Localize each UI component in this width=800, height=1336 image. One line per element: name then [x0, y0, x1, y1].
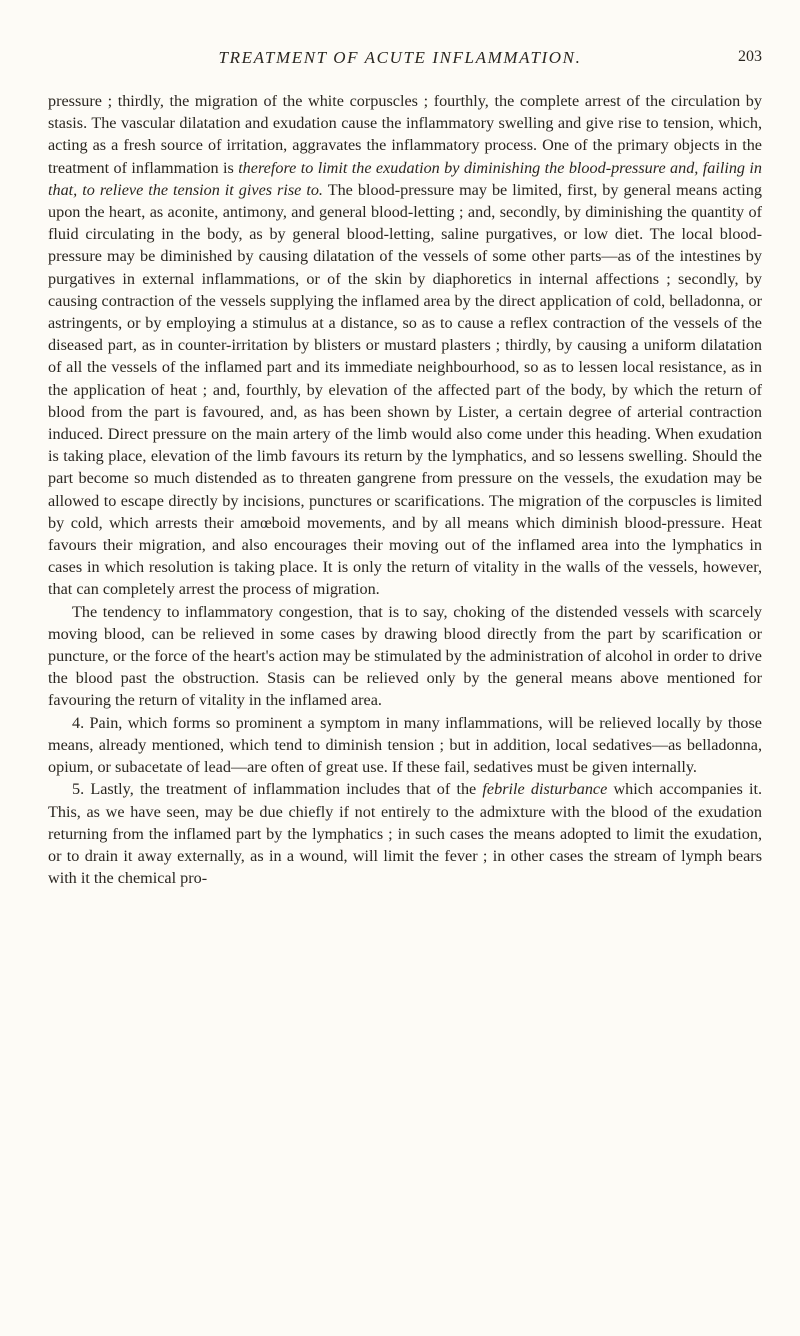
paragraph-text-italic: febrile disturbance — [482, 780, 608, 799]
paragraph — [48, 712, 762, 779]
paragraph-text: pressure ; thirdly, the migration of the white corpuscles ; fourthly, the complete arrest of the circulation by stasis. The vascular dilatation and exudation cause the inflammatory swelling and give rise to tension, which, acting as a fresh source of irritation, aggravates the inflammatory process. One of the primary objects in the treatment of inflammation is — [48, 92, 762, 177]
paragraph-text: which accompanies it. This, as we have seen, may be due chiefly if not entirely to the admixture with the blood of the exudation returning from the inflamed part by the lymphatics ; in such cases the means adopted to limit the exudation, or to drain it away externally, as in a wound, will limit the fever ; in other cases the stream of lymph bears with it the chemical pro- — [48, 780, 763, 888]
body-text — [48, 90, 762, 889]
paragraph-text-italic: therefore to limit the exudation by diminishing the blood-pressure and, failing in that, to relieve the tension it gives rise to. — [48, 158, 762, 199]
paragraph-text: 5. Lastly, the treatment of inflammation includes that of the — [72, 780, 483, 799]
paragraph-text: 4. Pain, which forms so prominent a symptom in many inflammations, will be relieved locally by those means, already mentioned, which tend to diminish tension ; but in addition, local sedatives—as belladonna, opium, or subacetate of lead—are often of great use. If these fail, sedatives must be given internally. — [48, 713, 762, 777]
paragraph-text: The blood-pressure may be limited, first, by general means acting upon the heart, as aconite, antimony, and general blood-letting ; and, secondly, by diminishing the quantity of fluid circulating in the body, as by general blood-letting, saline purgatives, or low diet. The local blood-pressure may be diminished by causing dilatation of the vessels of some other parts—as of the intestines by purgatives in external inflammations, or of the skin by diaphoretics in internal affections ; secondly, by causing contraction of the vessels supplying the inflamed area by the direct application of cold, belladonna, or astringents, or by employing a stimulus at a distance, so as to cause a reflex contraction of the vessels of the diseased part, as in counter-irritation by blisters or mustard plasters ; thirdly, by causing a uniform dilatation of all the vessels of the inflamed part and its immediate neighbourhood, so as to lessen local resistance, as in the application of heat ; and, fourthly, by elevation of the affected part of the body, by which the return of blood from the part is favoured, and, as has been shown by Lister, a certain degree of arterial contraction induced. Direct pressure on the main artery of the limb would also come under this heading. When exudation is taking place, elevation of the limb favours its return by the lymphatics, and so lessens swelling. Should the part become so much distended as to threaten gangrene from pressure on the vessels, the exudation may be allowed to escape directly by incisions, punctures or scarifications. The migration of the corpuscles is limited by cold, which arrests their amœboid movements, and by all means which diminish blood-pressure. Heat favours their migration, and also encourages their moving out of the inflamed area into the lymphatics in cases in which resolution is taking place. It is only the return of vitality in the walls of the vessels, however, that can completely arrest the process of migration. — [48, 180, 762, 599]
paragraph — [48, 90, 762, 601]
paragraph — [48, 601, 762, 712]
page-number: 203 — [738, 48, 762, 65]
paragraph-text: The tendency to inflammatory congestion, that is to say, choking of the distended vessels with scarcely moving blood, can be relieved in some cases by drawing blood directly from the part by scarification or puncture, or the force of the heart's action may be stimulated by the administration of alcohol in order to drive the blood past the obstruction. Stasis can be relieved only by the general means above mentioned for favouring the return of vitality in the inflamed area. — [48, 602, 762, 710]
running-head-title: TREATMENT OF ACUTE INFLAMMATION. — [218, 48, 582, 67]
running-head — [0, 48, 800, 74]
paragraph — [48, 778, 762, 889]
